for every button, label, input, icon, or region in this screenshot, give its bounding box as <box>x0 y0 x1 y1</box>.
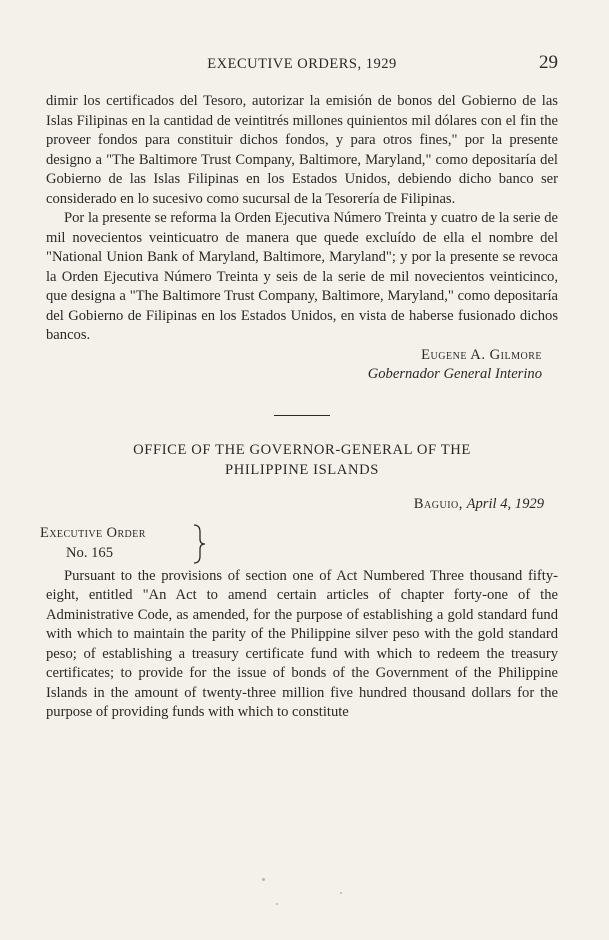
spanish-paragraph-continued: dimir los certificados del Tesoro, autorizar la emisión de bonos del Gobierno de las Islas Filipinas en la cantidad de veintitrés millones quinientos mil dólares con el fin the proveer fondos para constituir dichos fondos, y para otros fines," por la presente designo a "The Baltimore Trust Company, Baltimore, Maryland," como depositaría del Gobierno de las Islas Filipinas en los Estados Unidos, debiendo dicho banco ser considerado en lo sucesivo como sucursal de la Tesorería de Filipinas. <box>46 93 558 207</box>
signature-block <box>46 346 542 385</box>
office-heading-line-1: OFFICE OF THE GOVERNOR-GENERAL OF THE <box>133 441 471 458</box>
document-page <box>40 52 558 723</box>
paper-speck <box>340 892 342 894</box>
spanish-paragraph-amendment: Por la presente se reforma la Orden Ejecutiva Número Treinta y cuatro de la serie de mil novecientos veinticuatro de manera que quede excluído de ella el nombre del "National Union Bank of Maryland, Baltimore, Maryland"; y por la presente se revoca la Orden Ejecutiva Número Treinta y seis de la serie de mil novecientos veinticinco, que designa a "The Baltimore Trust Company, Baltimore, Maryland," como depositaría del Gobierno de Filipinas en los Estados Unidos, en vista de haberse fusionado dichos bancos. <box>46 210 558 343</box>
section-divider <box>274 415 330 416</box>
order-number: No. 165 <box>66 544 114 561</box>
office-heading-line-2: PHILIPPINE ISLANDS <box>225 461 379 478</box>
dateline <box>46 496 544 513</box>
signature-title: Gobernador General Interino <box>367 366 542 382</box>
executive-order-label <box>40 523 558 567</box>
page-number: 29 <box>539 52 558 73</box>
dateline-place: Baguio, <box>413 495 463 512</box>
signature-name: Eugene A. Gilmore <box>421 346 542 363</box>
office-heading <box>46 440 558 480</box>
paper-speck <box>262 878 265 881</box>
order-brace <box>192 523 206 565</box>
running-title: EXECUTIVE ORDERS, 1929 <box>207 56 397 72</box>
order-paragraph: Pursuant to the provisions of section one of Act Numbered Three thousand fifty-eight, entitled "An Act to amend certain articles of chapter forty-one of the Administrative Code, as amended, for the purpose of establishing a gold standard fund with which to maintain the parity of the Philippine silver peso with the gold standard peso; of establishing a treasury certificate fund with which to redeem the treasury certificates; to provide for the issue of bonds of the Government of the Philippine Islands in the amount of twenty-three million five hundred thousand dollars for the purpose of providing funds with which to constitute <box>46 567 558 720</box>
dateline-date: April 4, 1929 <box>466 495 544 512</box>
running-header <box>46 52 558 76</box>
paper-speck <box>276 903 278 905</box>
order-label: Executive Order <box>40 524 146 541</box>
